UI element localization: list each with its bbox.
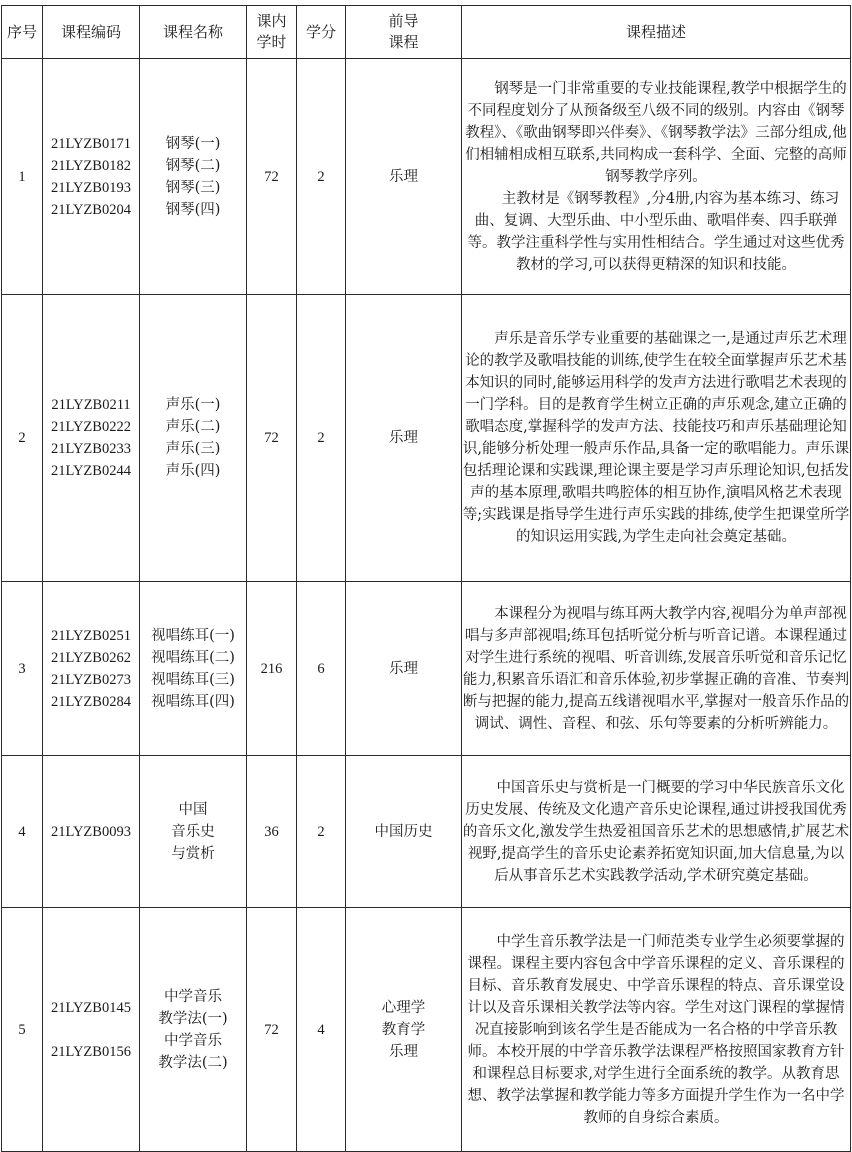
course-hours: 36	[247, 756, 297, 908]
course-credits: 6	[297, 582, 346, 756]
course-name: 视唱练耳(四)	[151, 693, 235, 710]
course-code: 21LYZB0262	[51, 649, 131, 666]
course-credits: 4	[297, 908, 346, 1152]
course-code: 21LYZB0244	[51, 463, 131, 479]
course-names	[140, 582, 247, 756]
course-prereqs	[346, 582, 462, 756]
description-paragraph: 钢琴是一门非常重要的专业技能课程,教学中根据学生的不同程度划分了从预备级至八级不同的级别。内容由《钢琴教程》、《歌曲钢琴即兴伴奏》、《钢琴教学法》三部分组成,他们相辅相成相互联系,共同构成一套科学、全面、完整的高师钢琴教学序列。	[465, 80, 847, 185]
course-code: 21LYZB0193	[51, 179, 131, 196]
course-code: 21LYZB0233	[51, 441, 131, 457]
course-code: 21LYZB0284	[51, 693, 131, 710]
prereq-item: 乐理	[389, 430, 418, 446]
course-names	[140, 756, 247, 908]
course-description	[462, 582, 851, 756]
course-names	[140, 908, 247, 1152]
course-name: 声乐(一)	[165, 397, 221, 413]
description-paragraph: 主教材是《钢琴教程》,分4册,内容为基本练习、练习曲、复调、大型乐曲、中小型乐曲、歌唱伴奏、四手联弹等。教学注重科学性与实用性相结合。学生通过对这些优秀教材的学习,可以获得更精深的知识和技能。	[467, 190, 845, 273]
row-index: 4	[2, 756, 43, 908]
course-codes	[43, 756, 140, 908]
course-name: 钢琴(二)	[165, 157, 221, 174]
course-codes	[43, 295, 140, 582]
course-name: 中学音乐	[164, 1032, 222, 1049]
row-index: 3	[2, 582, 43, 756]
header-index: 序号	[2, 6, 43, 59]
course-name: 声乐(二)	[165, 419, 221, 435]
header-name: 课程名称	[140, 6, 247, 59]
course-code: 21LYZB0273	[51, 671, 131, 688]
header-prereq: 前导 课程	[346, 6, 462, 59]
row-index: 1	[2, 59, 43, 295]
course-code: 21LYZB0145	[51, 999, 131, 1016]
prereq-item: 中国历史	[374, 823, 433, 840]
course-row-4	[2, 756, 851, 908]
description-paragraph: 本课程分为视唱与练耳两大教学内容,视唱分为单声部视唱与多声部视唱;练耳包括听觉分析与听音记谱。本课程通过对学生进行系统的视唱、听音训练,发展音乐听觉和音乐记忆能力,积累音乐语汇和音乐体验,初步掌握正确的音准、节奏判断与把握的能力,提高五线谱视唱水平,掌握对一般音乐作品的调试、调性、音程、和弦、乐句等要素的分析听辨能力。	[462, 605, 850, 732]
description-paragraph: 中国音乐史与赏析是一门概要的学习中华民族音乐文化历史发展、传统及文化遗产音乐史论课程,通过讲授我国优秀的音乐文化,激发学生热爱祖国音乐艺术的思想感情,扩展艺术视野,提高学生的音乐史论素养拓宽知识面,加大信息量,为以后从事音乐艺术实践教学活动,学术研究奠定基础。	[462, 779, 850, 884]
course-code: 21LYZB0222	[51, 419, 131, 435]
prereq-item: 心理学	[381, 999, 426, 1016]
course-name: 声乐(三)	[165, 441, 221, 457]
prereq-item: 乐理	[389, 1043, 418, 1060]
course-description	[462, 908, 851, 1152]
course-name: 视唱练耳(二)	[151, 649, 235, 666]
prereq-item: 乐理	[389, 168, 418, 185]
course-prereqs	[346, 908, 462, 1152]
course-name: 教学法(一)	[158, 1010, 228, 1027]
course-name: 视唱练耳(一)	[151, 627, 235, 644]
course-credits: 2	[297, 59, 346, 295]
course-row-2	[2, 295, 851, 582]
course-name: 视唱练耳(三)	[151, 671, 235, 688]
course-description	[462, 59, 851, 295]
course-table	[1, 5, 851, 1152]
course-name: 教学法(二)	[158, 1054, 228, 1071]
course-hours: 72	[247, 295, 297, 582]
course-codes	[43, 908, 140, 1152]
header-hours: 课内 学时	[247, 6, 297, 59]
prereq-item: 教育学	[381, 1021, 426, 1038]
course-name: 中学音乐	[164, 988, 222, 1005]
course-codes	[43, 582, 140, 756]
course-hours: 72	[247, 59, 297, 295]
description-paragraph: 声乐是音乐学专业重要的基础课之一,是通过声乐艺术理论的教学及歌唱技能的训练,使学生在较全面掌握声乐艺术基本知识的同时,能够运用科学的发声方法进行歌唱艺术表现的一门学科。目的是教育学生树立正确的声乐观念,建立正确的歌唱态度,掌握科学的发声方法、技能技巧和声乐基础理论知识,能够分析处理一般声乐作品,具备一定的歌唱能力。声乐课包括理论课和实践课,理论课主要是学习声乐理论知识,包括发声的基本原理,歌唱共鸣腔体的相互协作,演唱风格艺术表现等;实践课是指导学生进行声乐实践的排练,使学生把课堂所学的知识运用实践,为学生走向社会奠定基础。	[462, 331, 850, 545]
course-row-1	[2, 59, 851, 295]
header-row	[2, 6, 851, 59]
course-prereqs	[346, 59, 462, 295]
course-name: 音乐史	[171, 823, 215, 840]
course-name: 钢琴(三)	[165, 179, 221, 196]
course-hours: 216	[247, 582, 297, 756]
course-code: 21LYZB0093	[51, 823, 131, 840]
course-code: 21LYZB0156	[51, 1043, 131, 1060]
course-code: 21LYZB0251	[51, 627, 131, 644]
course-code: 21LYZB0204	[51, 201, 131, 218]
row-index: 2	[2, 295, 43, 582]
row-index: 5	[2, 908, 43, 1152]
course-name: 钢琴(一)	[165, 135, 221, 152]
course-credits: 2	[297, 295, 346, 582]
course-description	[462, 756, 851, 908]
prereq-item: 乐理	[389, 660, 418, 677]
course-description	[462, 295, 851, 582]
course-prereqs	[346, 295, 462, 582]
course-code: 21LYZB0211	[51, 397, 131, 413]
header-credits: 学分	[297, 6, 346, 59]
course-name: 钢琴(四)	[165, 201, 221, 218]
course-name: 声乐(四)	[165, 463, 221, 479]
header-description: 课程描述	[462, 6, 851, 59]
course-prereqs	[346, 756, 462, 908]
course-credits: 2	[297, 756, 346, 908]
course-hours: 72	[247, 908, 297, 1152]
course-names	[140, 295, 247, 582]
course-names	[140, 59, 247, 295]
course-code: 21LYZB0171	[51, 135, 131, 152]
course-row-3	[2, 582, 851, 756]
course-name: 中国	[178, 801, 208, 818]
header-code: 课程编码	[43, 6, 140, 59]
course-code: 21LYZB0182	[51, 157, 131, 174]
course-name: 与赏析	[171, 845, 215, 862]
course-row-5	[2, 908, 851, 1152]
description-paragraph: 中学生音乐教学法是一门师范类专业学生必须要掌握的课程。课程主要内容包含中学音乐课程的定义、音乐课程的目标、音乐教育发展史、中学音乐课程的特点、音乐课堂设计以及音乐课相关教学法等内容。学生对这门课程的掌握情况直接影响到该名学生是否能成为一名合格的中学音乐教师。本校开展的中学音乐教学法课程严格按照国家教育方针和课程总目标要求,对学生进行全面系统的教学。从教育思想、教学法掌握和教学能力等多方面提升学生作为一名中学教师的自身综合素质。	[467, 933, 845, 1126]
course-codes	[43, 59, 140, 295]
